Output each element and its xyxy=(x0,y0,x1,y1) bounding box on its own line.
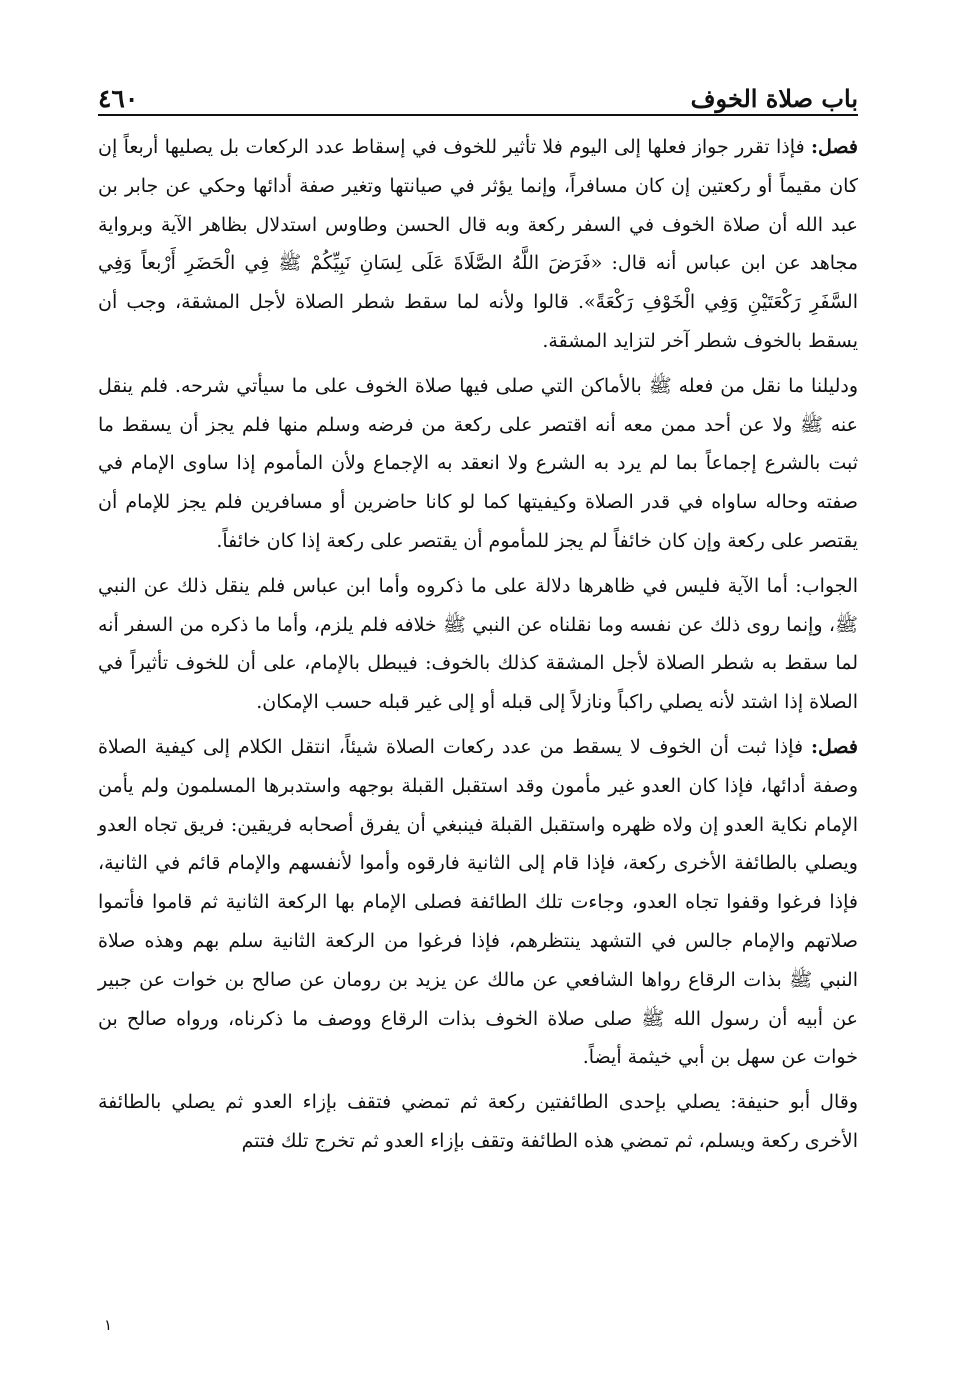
header-rule xyxy=(98,114,858,116)
page-header xyxy=(98,84,858,114)
section-label: فصل: xyxy=(811,735,858,758)
paragraph-1 xyxy=(98,128,858,361)
paragraph-3 xyxy=(98,567,858,722)
paragraph-text: وقال أبو حنيفة: يصلي بإحدى الطائفتين ركعة ثم تمضي فتقف بإزاء العدو ثم يصلي بالطائفة الأخرى ركعة ويسلم، ثم تمضي هذه الطائفة وتقف بإزاء العدو ثم تخرج تلك فتتم xyxy=(98,1091,858,1152)
paragraph-text: ودليلنا ما نقل من فعله ﷺ بالأماكن التي صلى فيها صلاة الخوف على ما سيأتي شرحه. فلم ينقل عنه ﷺ ولا عن أحد ممن معه أنه اقتصر على ركعة من فرضه وسلم منها فلم يجز أن يسقط ما ثبت بالشرع إجماعاً بما لم يرد به الشرع ولا انعقد به الإجماع ولأن المأموم إذا ساوى الإمام في صفته وحاله ساواه في قدر الصلاة وكيفيتها كما لو كانا حاضرين أو مسافرين فلم يجز للإمام أن يقتصر على ركعة وإن كان خائفاً لم يجز للمأموم أن يقتصر على ركعة إذا كان خائفاً. xyxy=(98,374,858,552)
paragraph-2 xyxy=(98,367,858,561)
section-label: فصل: xyxy=(811,136,858,158)
paragraph-4 xyxy=(98,728,858,1077)
paragraph-text: فإذا تقرر جواز فعلها إلى اليوم فلا تأثير للخوف في إسقاط عدد الركعات بل يصليها أربعاً إن كان مقيماً أو ركعتين إن كان مسافراً، وإنما يؤثر في صيانتها وتغير صفة أدائها وحكي عن جابر بن عبد الله أن صلاة الخوف في السفر ركعة وبه قال الحسن وطاوس استدلال بظاهر الآية وبرواية مجاهد عن ابن عباس أنه قال: «فَرَضَ اللَّهُ الصَّلَاةَ عَلَى لِسَانِ نَبِيِّكُمْ ﷺ فِي الْحَضَرِ أَرْبعاً وَفِي السَّفَرِ رَكْعَتَيْنِ وَفِي الْخَوْفِ رَكْعَةً». قالوا ولأنه لما سقط شطر الصلاة لأجل المشقة، وجب أن يسقط بالخوف شطر آخر لتزايد المشقة. xyxy=(98,136,858,352)
footnote-marker: ١ xyxy=(104,1316,113,1334)
page-number: ٤٦٠ xyxy=(98,84,139,113)
body-text xyxy=(98,128,858,1161)
paragraph-text: الجواب: أما الآية فليس في ظاهرها دلالة على ما ذكروه وأما ابن عباس فلم ينقل ذلك عن النبي ﷺ، وإنما روى ذلك عن نفسه وما نقلناه عن النبي ﷺ خلافه فلم يلزم، وأما ما ذكره من السفر أنه لما سقط به شطر الصلاة لأجل المشقة كذلك بالخوف: فيبطل بالإمام، على أن للخوف تأثيراً في الصلاة إذا اشتد لأنه يصلي راكباً ونازلاً إلى قبله أو إلى غير قبله حسب الإمكان. xyxy=(98,574,858,714)
chapter-title: باب صلاة الخوف xyxy=(690,84,858,113)
paragraph-text: فإذا ثبت أن الخوف لا يسقط من عدد ركعات الصلاة شيئاً، انتقل الكلام إلى كيفية الصلاة وصفة أدائها، فإذا كان العدو غير مأمون وقد استقبل القبلة بوجهه واستدبرها المسلمون ولم يأمن الإمام نكاية العدو إن ولاه ظهره واستقبل القبلة فينبغي أن يفرق أصحابه فريقين: فريق تجاه العدو ويصلي بالطائفة الأخرى ركعة، فإذا قام إلى الثانية فارقوه وأموا لأنفسهم والإمام قائم في الثانية، فإذا فرغوا وقفوا تجاه العدو، وجاءت تلك الطائفة فصلى الإمام بها الركعة الثانية ثم قاموا فأتموا صلاتهم والإمام جالس في التشهد ينتظرهم، فإذا فرغوا من الركعة الثانية سلم بهم وهذه صلاة النبي ﷺ بذات الرقاع رواها الشافعي عن مالك عن يزيد بن رومان عن صالح بن خوات عن جبير عن أبيه أن رسول الله ﷺ صلى صلاة الخوف بذات الرقاع ووصف ما ذكرناه، ورواه صالح بن خوات عن سهل بن أبي خيثمة أيضاً. xyxy=(98,735,858,1069)
paragraph-5 xyxy=(98,1083,858,1161)
